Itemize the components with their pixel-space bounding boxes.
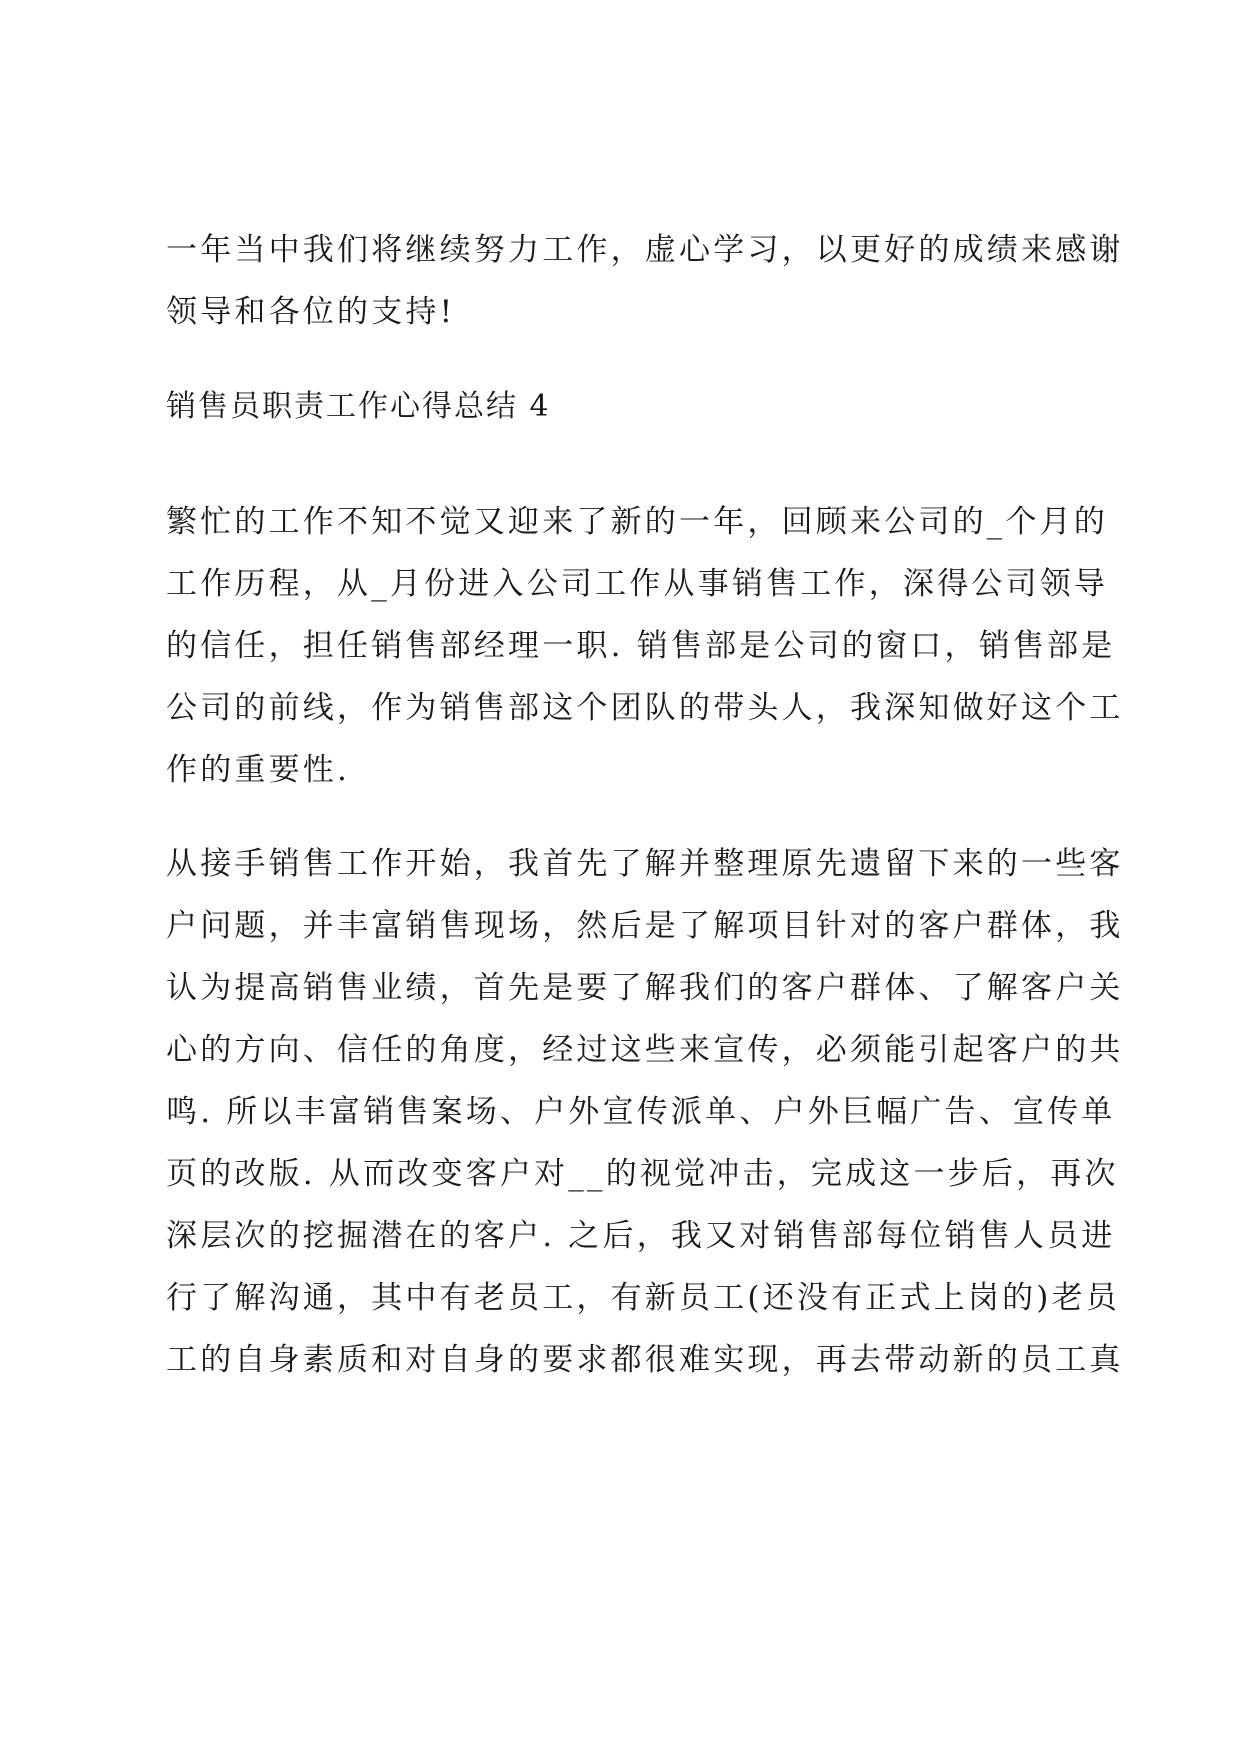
text-line: 一年当中我们将继续努力工作，虚心学习，以更好的成绩来感谢: [166, 232, 1124, 268]
text-line: 作的重要性.: [166, 752, 351, 788]
text-line: 行了解沟通，其中有老员工，有新员工(还没有正式上岗的)老员: [166, 1280, 1120, 1316]
heading-text: 销售员职责工作心得总结 4: [166, 389, 551, 424]
text-line: 从接手销售工作开始，我首先了解并整理原先遗留下来的一些客: [166, 846, 1124, 882]
text-line: 公司的前线，作为销售部这个团队的带头人，我深知做好这个工: [166, 690, 1124, 726]
text-line: 页的改版. 从而改变客户对__的视觉冲击，完成这一步后，再次: [166, 1156, 1119, 1192]
text-line: 鸣. 所以丰富销售案场、户外宣传派单、户外巨幅广告、宣传单: [166, 1094, 1116, 1130]
text-line: 心的方向、信任的角度，经过这些来宣传，必须能引起客户的共: [166, 1032, 1124, 1068]
text-line: 户问题，并丰富销售现场，然后是了解项目针对的客户群体，我: [166, 908, 1124, 944]
paragraph-closing: [166, 219, 1124, 343]
text-line: 的信任，担任销售部经理一职. 销售部是公司的窗口，销售部是: [166, 628, 1116, 664]
text-line: 繁忙的工作不知不觉又迎来了新的一年，回顾来公司的_个月的: [166, 504, 1109, 540]
text-line: 工作历程，从_月份进入公司工作从事销售工作，深得公司领导: [166, 566, 1109, 602]
text-line: 工的自身素质和对自身的要求都很难实现，再去带动新的员工真: [166, 1342, 1124, 1378]
paragraph-intro: [166, 491, 1124, 801]
text-line: 领导和各位的支持!: [166, 294, 456, 330]
paragraph-body: [166, 833, 1124, 1391]
text-line: 深层次的挖掘潜在的客户. 之后，我又对销售部每位销售人员进: [166, 1218, 1116, 1254]
text-line: 认为提高销售业绩，首先是要了解我们的客户群体、了解客户关: [166, 970, 1124, 1006]
section-heading: [166, 376, 1084, 438]
